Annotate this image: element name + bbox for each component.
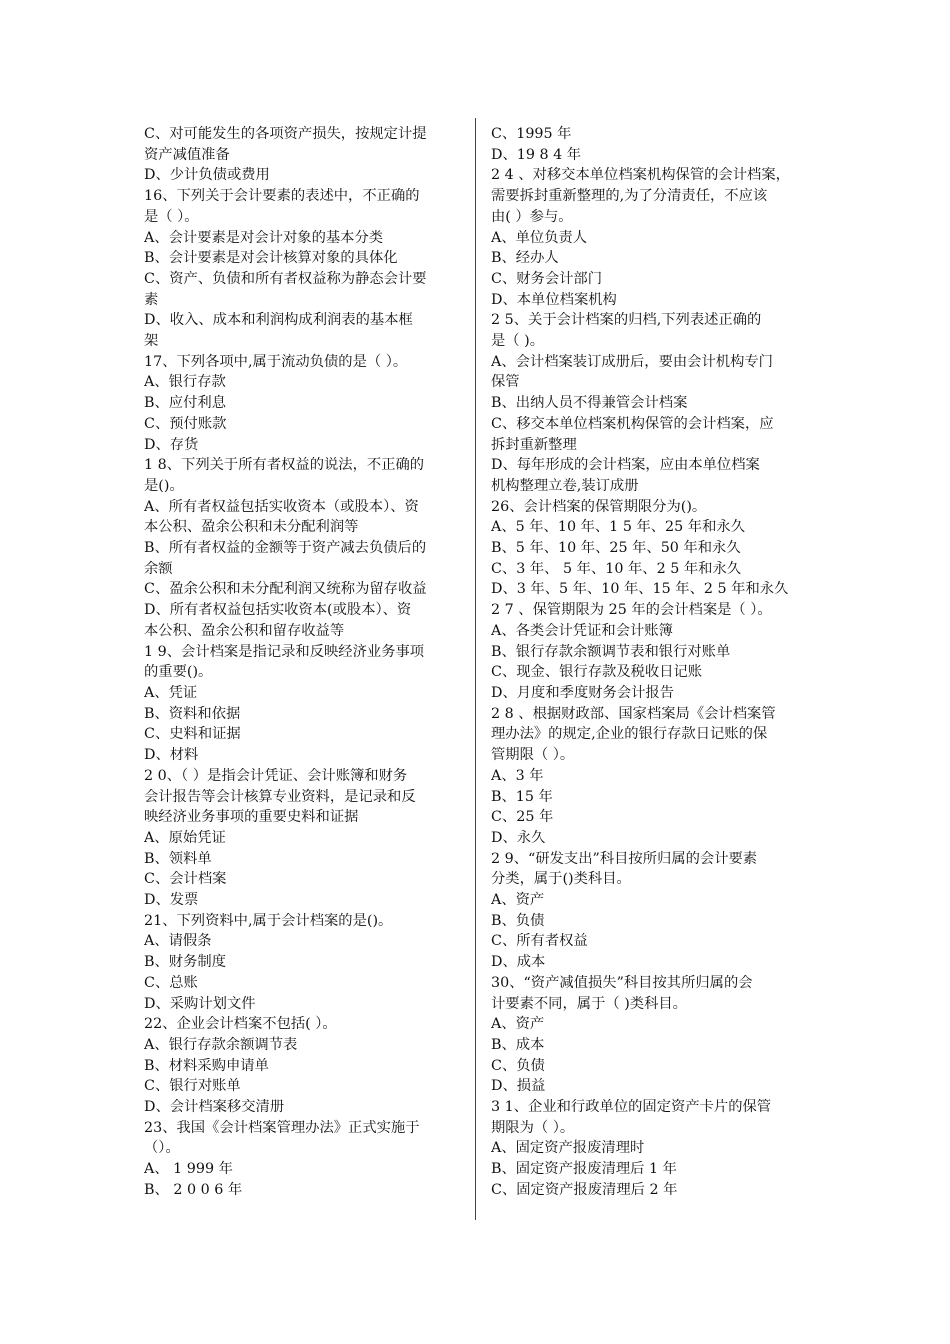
text-line: D、存货 [144, 436, 199, 453]
text-line: B、资料和依据 [144, 705, 241, 722]
text-line: C、现金、银行存款及税收日记账 [491, 664, 703, 681]
text-line: B、领料单 [144, 850, 212, 867]
text-line: 本公积、盈余公积和未分配利润等 [144, 519, 359, 536]
text-line: 26、会计档案的保管期限分为()。 [491, 498, 707, 515]
text-line: C、所有者权益 [491, 933, 588, 950]
text-line: A、凭证 [144, 684, 198, 701]
text-line: 余额 [144, 560, 173, 577]
text-line: A、 1 999 年 [144, 1161, 233, 1178]
text-line: （）。 [144, 1140, 180, 1157]
text-line: D、本单位档案机构 [491, 291, 617, 308]
text-line: C、盈余公积和未分配利润又统称为留存收益 [144, 581, 427, 598]
text-line: B、经办人 [491, 250, 559, 267]
text-line: 的重要()。 [144, 664, 213, 681]
text-line: 21、下列资料中,属于会计档案的是()。 [144, 912, 393, 929]
right-text-column [491, 124, 817, 1201]
text-line: C、银行对账单 [144, 1078, 241, 1095]
text-line: 期限为（ ）。 [491, 1119, 575, 1136]
text-line: B、出纳人员不得兼管会计档案 [491, 395, 688, 412]
text-line: C、3 年、 5 年、10 年、2 5 年和永久 [491, 560, 742, 577]
text-line: A、资产 [491, 892, 545, 909]
text-line: 1 9、会计档案是指记录和反映经济业务事项 [144, 643, 425, 660]
text-line: A、资产 [491, 1016, 545, 1033]
text-line: A、银行存款余额调节表 [144, 1036, 298, 1053]
left-text-column [144, 124, 470, 1201]
text-line: 是（ ）。 [144, 208, 199, 225]
text-line: C、财务会计部门 [491, 270, 603, 287]
text-line: D、会计档案移交清册 [144, 1099, 285, 1116]
text-line: B、所有者权益的金额等于资产减去负债后的 [144, 540, 427, 557]
text-line: 2 8 、根据财政部、国家档案局《会计档案管 [491, 705, 776, 722]
text-line: D、19 8 4 年 [491, 146, 582, 163]
text-line: 2 0、（ ）是指会计凭证、会计账簿和财务 [144, 767, 408, 784]
text-line: A、原始凭证 [144, 829, 226, 846]
text-line: B、5 年、10 年、25 年、50 年和永久 [491, 540, 741, 557]
text-line: D、收入、成本和利润构成利润表的基本框 [144, 312, 413, 329]
text-line: 2 4 、对移交本单位档案机构保管的会计档案， [491, 167, 790, 184]
text-line: 分类，属于()类科目。 [491, 871, 631, 888]
text-line: B、材料采购申请单 [144, 1057, 269, 1074]
text-line: 2 9、“研发支出”科目按所归属的会计要素 [491, 850, 758, 867]
text-line: 1 8、下列关于所有者权益的说法，不正确的 [144, 457, 425, 474]
text-line: 映经济业务事项的重要史料和证据 [144, 809, 359, 826]
text-line: C、对可能发生的各项资产损失，按规定计提 [144, 126, 427, 142]
text-line: 23、我国《会计档案管理办法》正式实施于 [144, 1119, 420, 1136]
text-line: C、预付账款 [144, 415, 227, 432]
text-line: C、史料和证据 [144, 726, 241, 743]
text-line: 是()。 [144, 477, 184, 494]
text-line: B、15 年 [491, 788, 553, 805]
text-line: D、损益 [491, 1078, 546, 1095]
text-line: C、负债 [491, 1057, 545, 1074]
text-line: D、永久 [491, 829, 546, 846]
text-line: 30、“资产减值损失”科目按其所归属的会 [491, 974, 753, 991]
text-line: B、银行存款余额调节表和银行对账单 [491, 643, 731, 660]
text-line: B、负债 [491, 912, 545, 929]
text-line: 资产减值准备 [144, 146, 230, 163]
text-line: B、固定资产报废清理后 1 年 [491, 1161, 677, 1178]
text-line: 理办法》的规定,企业的银行存款日记账的保 [491, 726, 768, 743]
text-line: C、固定资产报废清理后 2 年 [491, 1181, 678, 1198]
text-line: D、3 年、5 年、10 年、15 年、2 5 年和永久 [491, 581, 789, 598]
text-line: 是（ )。 [491, 333, 545, 350]
text-line: A、3 年 [491, 767, 544, 784]
text-line: D、成本 [491, 954, 546, 971]
text-line: A、所有者权益包括实收资本（或股本）、资 [144, 498, 419, 515]
text-line: A、各类会计凭证和会计账簿 [491, 622, 673, 639]
text-line: 计要素不同，属于（ )类科目。 [491, 995, 687, 1012]
text-line: B、应付利息 [144, 395, 226, 412]
text-line: 本公积、盈余公积和留存收益等 [144, 622, 345, 639]
text-line: C、25 年 [491, 809, 554, 826]
text-line: 管期限（ ）。 [491, 747, 575, 764]
text-line: 需要拆封重新整理的,为了分清责任，不应该 [491, 188, 768, 205]
text-line: 22、企业会计档案不包括( ）。 [144, 1016, 337, 1033]
text-line: A、会计档案装订成册后，要由会计机构专门 [491, 353, 773, 370]
text-line: A、银行存款 [144, 374, 226, 391]
text-line: C、会计档案 [144, 871, 227, 888]
text-line: 2 7 、保管期限为 25 年的会计档案是（ ）。 [491, 602, 772, 619]
text-line: 保管 [491, 374, 520, 391]
text-line: D、发票 [144, 892, 199, 909]
text-line: B、财务制度 [144, 954, 226, 971]
column-divider [475, 118, 476, 1220]
text-line: B、 2 0 0 6 年 [144, 1181, 243, 1198]
text-line: D、所有者权益包括实收资本(或股本）、资 [144, 602, 412, 619]
text-line: C、总账 [144, 974, 198, 991]
text-line: 3 1、企业和行政单位的固定资产卡片的保管 [491, 1099, 772, 1116]
text-line: A、固定资产报废清理时 [491, 1140, 645, 1157]
text-line: B、成本 [491, 1036, 545, 1053]
text-line: 由( ）参与。 [491, 208, 573, 225]
text-line: 架 [144, 333, 159, 350]
text-line: 2 5、关于会计档案的归档,下列表述正确的 [491, 312, 762, 329]
text-line: 16、下列关于会计要素的表述中，不正确的 [144, 188, 420, 205]
text-line: D、采购计划文件 [144, 995, 256, 1012]
text-line: A、单位负责人 [491, 229, 588, 246]
text-line: C、移交本单位档案机构保管的会计档案，应 [491, 415, 774, 432]
text-line: C、资产、负债和所有者权益称为静态会计要 [144, 270, 427, 287]
text-line: D、少计负债或费用 [144, 167, 270, 184]
text-line: D、月度和季度财务会计报告 [491, 684, 675, 701]
text-line: D、材料 [144, 747, 199, 764]
text-line: A、会计要素是对会计对象的基本分类 [144, 229, 384, 246]
text-line: D、每年形成的会计档案，应由本单位档案 [491, 457, 760, 474]
text-line: 拆封重新整理 [491, 436, 577, 453]
text-line: A、5 年、10 年、1 5 年、25 年和永久 [491, 519, 745, 536]
text-line: B、会计要素是对会计核算对象的具体化 [144, 250, 398, 267]
text-line: 素 [144, 291, 159, 308]
text-line: A、请假条 [144, 933, 212, 950]
text-line: 机构整理立卷,装订成册 [491, 477, 639, 494]
text-line: C、1995 年 [491, 126, 572, 142]
text-line: 17、下列各项中,属于流动负债的是（ ）。 [144, 353, 408, 370]
text-line: 会计报告等会计核算专业资料，是记录和反 [144, 788, 416, 805]
